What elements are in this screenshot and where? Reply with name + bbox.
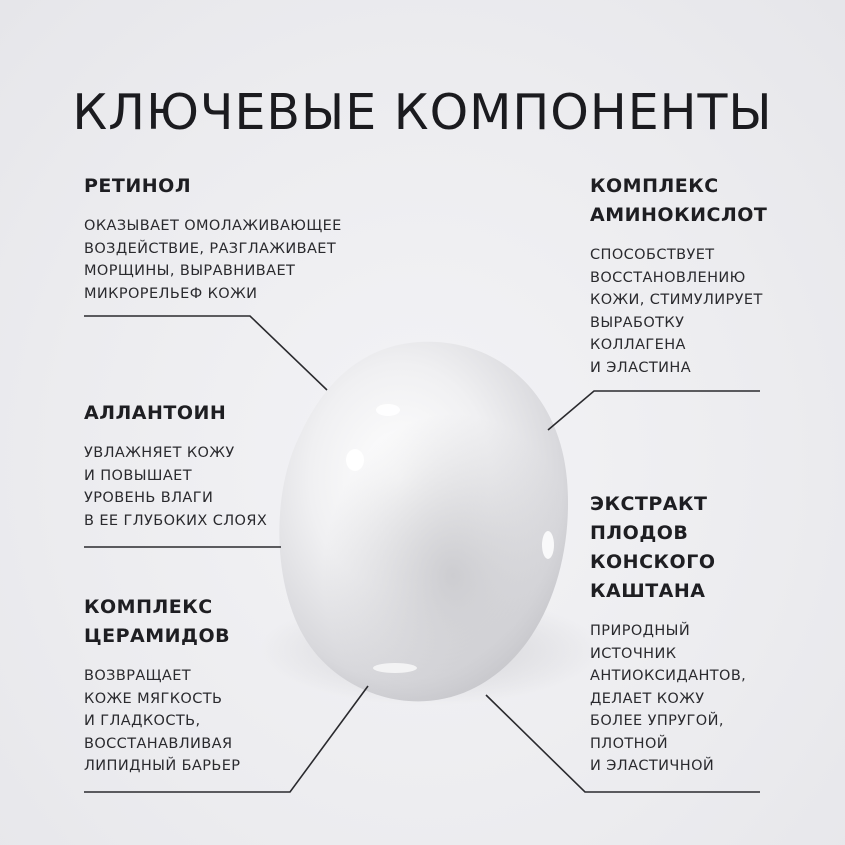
description-line: ЛИПИДНЫЙ БАРЬЕР xyxy=(84,758,241,774)
component-horse-chestnut xyxy=(590,490,746,778)
component-title-line: КОМПЛЕКС xyxy=(84,596,213,618)
description-line: ИСТОЧНИК xyxy=(590,645,677,662)
component-title-line: ЦЕРАМИДОВ xyxy=(84,625,231,647)
component-retinol xyxy=(84,172,342,305)
component-title xyxy=(84,593,240,651)
component-description xyxy=(84,442,267,532)
description-line: ПЛОТНОЙ xyxy=(590,735,669,752)
component-description xyxy=(84,665,240,778)
component-title xyxy=(590,490,746,606)
description-line: УРОВЕНЬ ВЛАГИ xyxy=(84,490,214,506)
description-line: АНТИОКСИДАНТОВ, xyxy=(590,668,747,684)
description-line: В ЕЕ ГЛУБОКИХ СЛОЯХ xyxy=(84,512,268,529)
component-title-line: КАШТАНА xyxy=(590,580,706,602)
description-line: КОЖЕ МЯГКОСТЬ xyxy=(84,690,223,707)
description-line: И ЭЛАСТИЧНОЙ xyxy=(590,758,715,774)
description-line: КОЖИ, СТИМУЛИРУЕТ xyxy=(590,292,763,308)
leader-line-amino-acids xyxy=(548,391,760,430)
description-line: И ПОВЫШАЕТ xyxy=(84,467,192,484)
component-description xyxy=(590,244,767,379)
description-line: ВЫРАБОТКУ xyxy=(590,314,685,331)
component-ceramides xyxy=(84,593,240,778)
component-title-line: АМИНОКИСЛОТ xyxy=(590,204,768,226)
component-title-line: КОНСКОГО xyxy=(590,551,716,573)
description-line: УВЛАЖНЯЕТ КОЖУ xyxy=(84,445,235,461)
description-line: И ЭЛАСТИНА xyxy=(590,359,692,376)
component-description xyxy=(84,215,342,305)
description-line: БОЛЕЕ УПРУГОЙ, xyxy=(590,713,724,729)
description-line: ВОССТАНОВЛЕНИЮ xyxy=(590,269,746,286)
description-line: ПРИРОДНЫЙ xyxy=(590,623,691,639)
description-line: ВОЗВРАЩАЕТ xyxy=(84,668,192,684)
component-title xyxy=(84,399,267,428)
description-line: КОЛЛАГЕНА xyxy=(590,337,686,353)
component-title-line: ПЛОДОВ xyxy=(590,522,689,544)
component-title-line: КОМПЛЕКС xyxy=(590,175,719,197)
component-title xyxy=(84,172,342,201)
component-title xyxy=(590,172,767,230)
description-line: ДЕЛАЕТ КОЖУ xyxy=(590,690,705,707)
page-title: КЛЮЧЕВЫЕ КОМПОНЕНТЫ xyxy=(72,84,773,141)
description-line: ВОССТАНАВЛИВАЯ xyxy=(84,735,233,752)
component-description xyxy=(590,620,746,778)
component-amino-acids xyxy=(590,172,767,379)
component-title-line: РЕТИНОЛ xyxy=(84,175,192,197)
description-line: И ГЛАДКОСТЬ, xyxy=(84,713,201,729)
leader-line-retinol xyxy=(84,316,327,390)
description-line: МИКРОРЕЛЬЕФ КОЖИ xyxy=(84,285,258,302)
component-title-line: ЭКСТРАКТ xyxy=(590,493,708,515)
component-title-line: АЛЛАНТОИН xyxy=(84,402,227,424)
component-allantoin xyxy=(84,399,267,532)
description-line: МОРЩИНЫ, ВЫРАВНИВАЕТ xyxy=(84,263,296,279)
description-line: ВОЗДЕЙСТВИЕ, РАЗГЛАЖИВАЕТ xyxy=(84,240,337,257)
description-line: СПОСОБСТВУЕТ xyxy=(590,247,715,263)
description-line: ОКАЗЫВАЕТ ОМОЛАЖИВАЮЩЕЕ xyxy=(84,218,342,234)
